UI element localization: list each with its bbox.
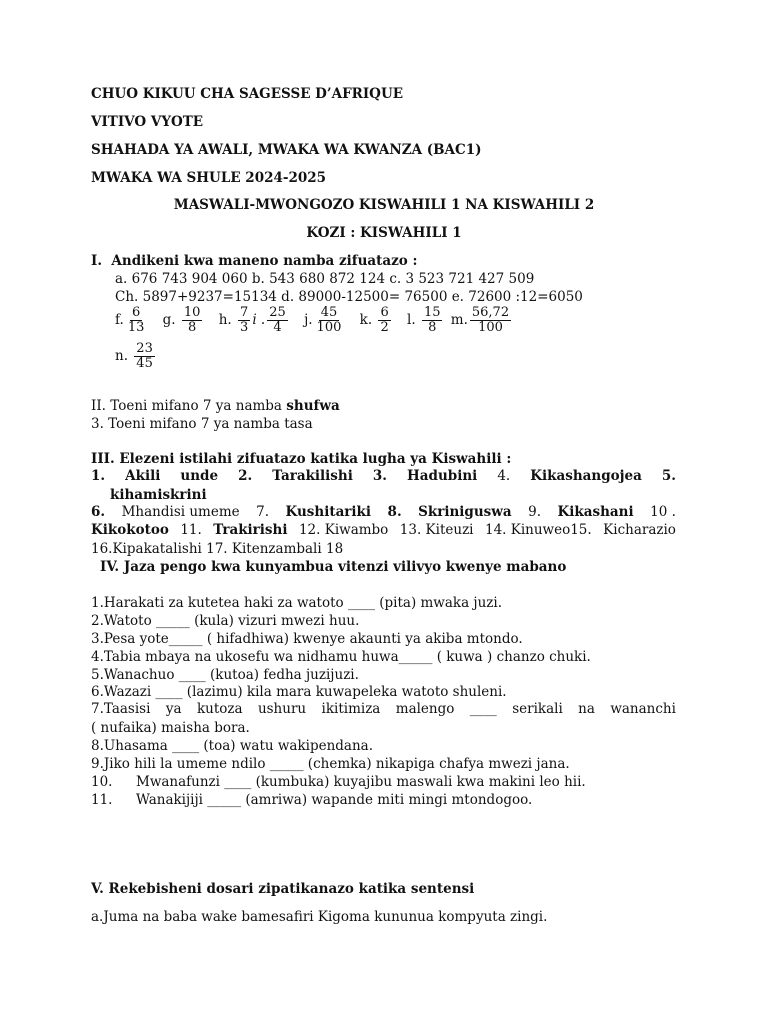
term-word: Kicharazio [603,522,676,538]
exercise-item-7 [91,701,676,717]
section-1-line-ch: Ch. 5897+9237=15134 d. 89000-12500= 76500 e. 72600 :12=6050 [115,289,583,305]
section-3-row-2 [91,504,676,520]
fraction-k [378,306,390,335]
denominator: 100 [316,320,342,335]
numerator: 10 [183,305,201,320]
exercise-item: 8.Uhasama ____ (toa) watu wakipendana. [91,738,374,754]
item-number: 11. [91,792,113,808]
term-word: 6. [91,504,106,520]
fraction-j [315,306,344,335]
term-word: Mhandisi umeme [121,504,240,520]
fraction-label: m. [450,312,468,328]
term-word: 9. [528,504,542,520]
section-3-row-1-continuation: kihamiskrini [110,487,207,503]
term-word: Kikashani [557,504,634,520]
fraction-f [126,306,147,335]
denominator: 45 [136,356,153,371]
section-2-line-1 [91,397,340,415]
section-3-row-4: 16.Kipakatalishi 17. Kitenzambali 18 [91,541,344,557]
fraction-g [182,306,203,335]
numerator: 25 [269,305,286,320]
term-word: 12. Kiwambo [298,522,389,538]
section-2-prefix: II. Toeni mifano 7 ya namba [91,398,287,414]
fraction-m [470,306,511,335]
section-5-heading: V. Rekebisheni dosari zipatikanazo katika sentensi [91,881,475,897]
item-text: Mwanafunzi ____ (kumbuka) kuyajibu maswali kwa makini leo hii. [136,774,586,790]
numerator: 23 [136,341,153,356]
faculty-line: VITIVO VYOTE [91,114,204,130]
fraction-label: i . [252,312,266,328]
denominator: 8 [428,320,437,335]
fraction-l [422,306,443,335]
academic-year: MWAKA WA SHULE 2024-2025 [91,170,327,186]
term-word: 14. Kinuweo15. [484,522,592,538]
exercise-item: 5.Wanachuo ____ (kutoa) fedha juzijuzi. [91,667,359,683]
term-word: 7.Taasisi [91,701,151,717]
section-1-title: Andikeni kwa maneno namba zifuatazo : [111,253,418,269]
fraction-label: l. [407,312,416,328]
fraction-label: j. [304,312,313,328]
term-word: 10 . [650,504,676,520]
term-word: ushuru [257,701,307,717]
item-text: Wanakijiji _____ (amriwa) wapande miti mingi mtondogoo. [136,792,533,808]
fractions-row [115,306,523,335]
exercise-item: 1.Harakati za kutetea haki za watoto ____ (pita) mwaka juzi. [91,595,503,611]
fraction-i [267,306,288,335]
term-word: Tarakilishi [272,468,353,484]
exercise-item-10 [91,773,586,791]
numerator: 6 [380,305,389,320]
section-3-row-3 [91,522,676,538]
term-word: 3. [372,468,387,484]
section-3-row-1 [91,468,676,484]
term-word: Akili [125,468,161,484]
term-word: na [578,701,595,717]
exercise-item: 6.Wazazi ____ (lazimu) kila mara kuwapeleka watoto shuleni. [91,684,507,700]
term-word: Trakirishi [213,522,288,538]
exercise-item: 2.Watoto _____ (kula) vizuri mwezi huu. [91,613,360,629]
term-word: 5. [661,468,676,484]
section-1-heading [91,252,417,270]
denominator: 100 [478,320,503,335]
term-word: 7. [256,504,270,520]
denominator: 13 [127,320,145,335]
university-name: CHUO KIKUU CHA SAGESSE D’AFRIQUE [91,86,404,102]
term-word: 4. [497,468,511,484]
term-word: wananchi [610,701,676,717]
term-word: Kikashangojea [530,468,642,484]
term-word: kutoza [196,701,243,717]
section-1-line-a: a. 676 743 904 060 b. 543 680 872 124 c. 3 523 721 427 509 [115,271,535,287]
section-5-line-a: a.Juma na baba wake bamesafiri Kigoma kununua kompyuta zingi. [91,909,548,925]
section-3-heading: III. Elezeni istilahi zifuatazo katika lugha ya Kiswahili : [91,451,512,467]
term-word: 2. [238,468,253,484]
fraction-n [134,342,155,371]
term-word: serikali [512,701,563,717]
term-word: 13. Kiteuzi [399,522,474,538]
fraction-n-row [115,342,157,371]
denominator: 3 [240,320,249,335]
document-subtitle: MASWALI-MWONGOZO KISWAHILI 1 NA KISWAHILI 2 [173,197,595,213]
fraction-h [238,306,250,335]
numerator: 45 [320,305,338,320]
denominator: 2 [380,320,389,335]
term-word: Skriniguswa [418,504,512,520]
denominator: 4 [273,320,282,335]
fraction-label: k. [359,312,373,328]
fraction-label: g. [162,312,176,328]
term-word: Hadubini [407,468,478,484]
numerator: 6 [131,305,141,320]
term-word: 8. [387,504,402,520]
term-word: unde [180,468,219,484]
exercise-item-7-continuation: ( nufaika) maisha bora. [91,720,250,736]
fraction-label: n. [115,348,128,364]
fraction-label: h. [218,312,232,328]
term-word: 11. [180,522,202,538]
section-4-heading: IV. Jaza pengo kwa kunyambua vitenzi vilivyo kwenye mabano [100,559,567,575]
term-word: Kushitariki [285,504,372,520]
exercise-item: 4.Tabia mbaya na ukosefu wa nidhamu huwa_____ ( kuwa ) chanzo chuki. [91,649,591,665]
section-1-number: I. [91,253,103,269]
section-2-bold-term: shufwa [286,398,340,414]
term-word: ____ [469,701,497,717]
degree-line: SHAHADA YA AWALI, MWAKA WA KWANZA (BAC1) [91,142,482,158]
course-title: KOZI : KISWAHILI 1 [306,225,462,241]
exercise-item: 3.Pesa yote_____ ( hifadhiwa) kwenye akaunti ya akiba mtondo. [91,631,523,647]
term-word: ikitimiza [321,701,381,717]
section-2-line-2: 3. Toeni mifano 7 ya namba tasa [91,416,313,432]
numerator: 7 [240,305,249,320]
term-word: malengo [395,701,455,717]
term-word: 1. [91,468,106,484]
exercise-item-11 [91,791,532,809]
numerator: 15 [423,305,441,320]
item-number: 10. [91,774,113,790]
exercise-item: 9.Jiko hili la umeme ndilo _____ (chemka) nikapiga chafya mwezi jana. [91,756,570,772]
numerator: 56,72 [471,305,510,320]
fraction-label: f. [115,312,124,328]
term-word: Kikokotoo [91,522,169,538]
term-word: ya [165,701,182,717]
denominator: 8 [188,320,197,335]
